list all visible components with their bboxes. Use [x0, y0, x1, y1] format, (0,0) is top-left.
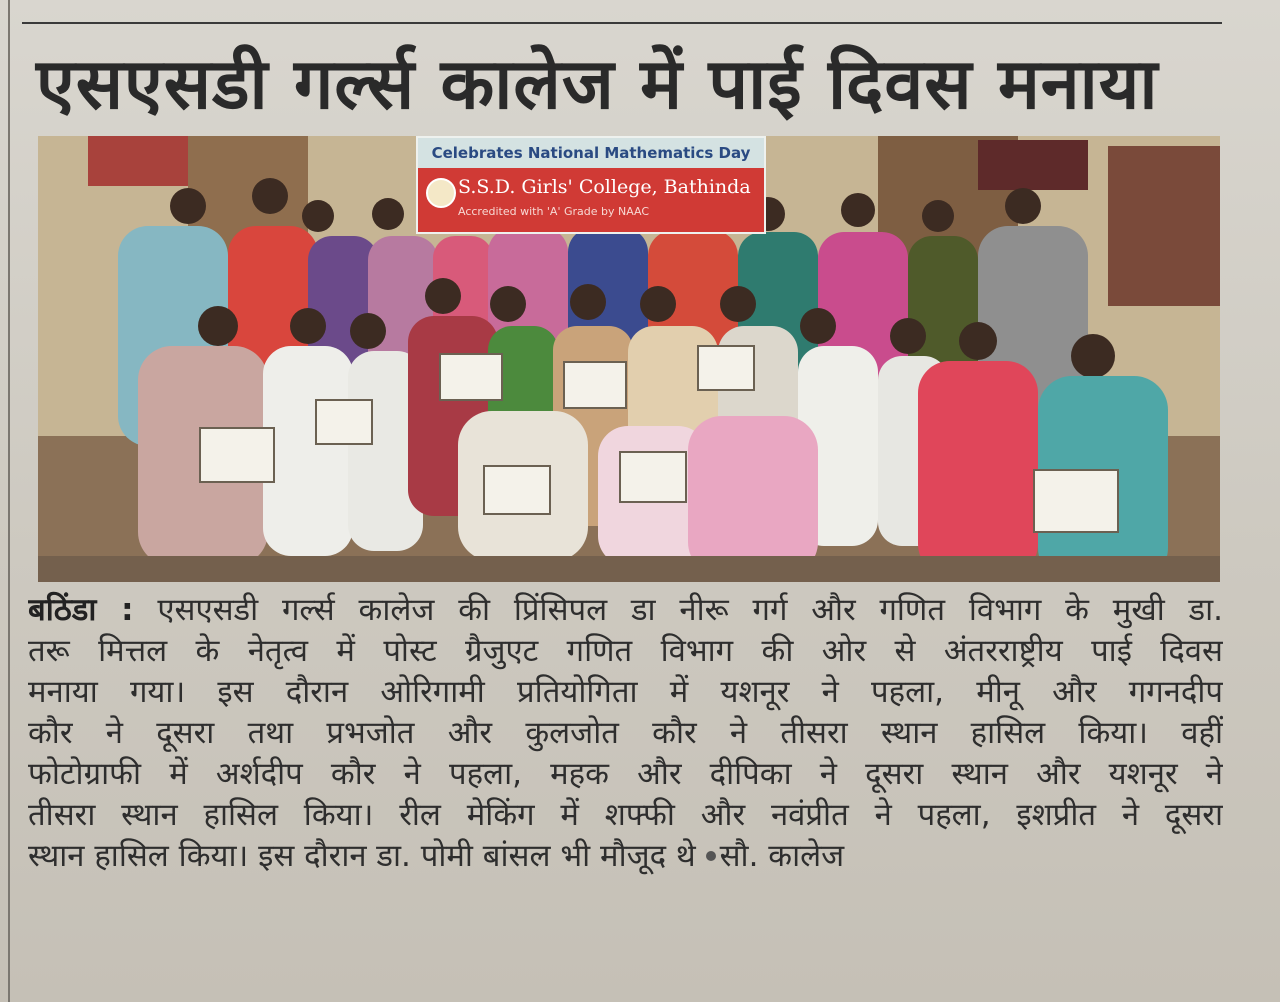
body-line: कौर ने दूसरा तथा प्रभजोत और कुलजोत कौर ने तीसरा स्थान हासिल किया। वहीं	[28, 715, 1223, 751]
body-line-last	[28, 836, 1223, 877]
banner-title: Celebrates National Mathematics Day	[418, 138, 764, 168]
body-line: तरू मित्तल के नेतृत्व में पोस्ट ग्रैजुएट गणित विभाग की ओर से अंतरराष्ट्रीय पाई दिवस	[28, 633, 1223, 669]
banner-accreditation: Accredited with 'A' Grade by NAAC	[458, 205, 650, 218]
column-rule-top	[22, 22, 1222, 24]
body-line-text: एसएसडी गर्ल्स कालेज की प्रिंसिपल डा नीरू गर्ग और गणित विभाग के मुखी डा.	[157, 592, 1223, 628]
dateline: बठिंडा :	[28, 592, 134, 628]
article-body	[28, 590, 1223, 877]
banner-college-name: S.S.D. Girls' College, Bathinda	[458, 176, 751, 198]
body-line	[28, 590, 1223, 631]
banner-body	[418, 168, 764, 232]
article-headline: एसएसडी गर्ल्स कालेज में पाई दिवस मनाया	[36, 43, 1159, 125]
bullet-icon	[706, 851, 716, 861]
body-line: तीसरा स्थान हासिल किया। रील मेकिंग में शफ्फी और नवंप्रीत ने पहला, इशप्रीत ने दूसरा	[28, 797, 1223, 833]
photo-credit: सौ. कालेज	[719, 838, 845, 874]
group-photo	[38, 136, 1220, 582]
body-line: फोटोग्राफी में अर्शदीप कौर ने पहला, महक और दीपिका ने दूसरा स्थान और यशनूर ने	[28, 756, 1223, 792]
body-line-text: स्थान हासिल किया। इस दौरान डा. पोमी बांसल भी मौजूद थे	[28, 838, 696, 874]
body-line: मनाया गया। इस दौरान ओरिगामी प्रतियोगिता में यशनूर ने पहला, मीनू और गगनदीप	[28, 674, 1223, 710]
event-banner	[416, 136, 766, 234]
column-rule-left	[8, 0, 10, 1002]
college-logo-icon	[426, 178, 456, 208]
